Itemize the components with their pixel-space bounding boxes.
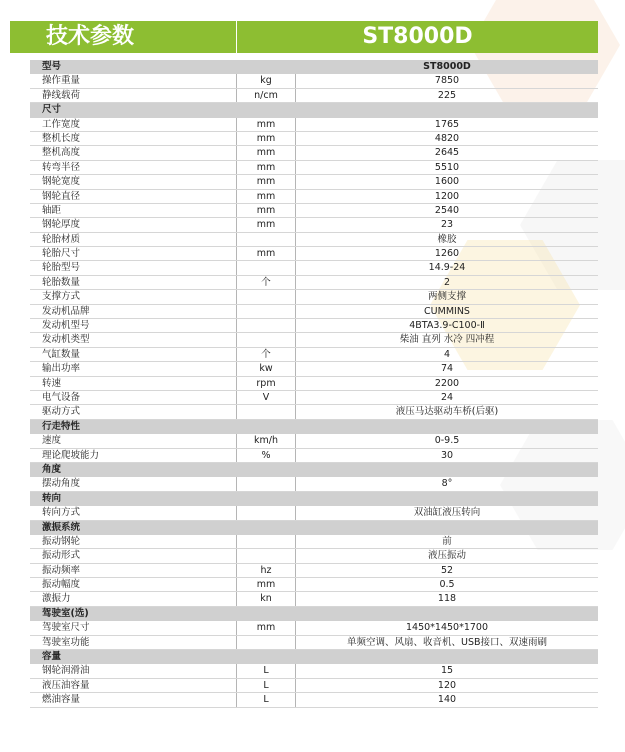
spec-row xyxy=(30,233,598,247)
section-title: 角度 xyxy=(42,463,62,475)
spec-name: 轮胎尺寸 xyxy=(42,248,81,260)
spec-row xyxy=(30,290,598,304)
spec-header-bar xyxy=(10,21,598,53)
spec-name: 钢轮厚度 xyxy=(42,219,81,231)
spec-value: 23 xyxy=(440,219,454,231)
spec-unit xyxy=(236,549,296,562)
spec-row xyxy=(30,319,598,333)
spec-row xyxy=(30,261,598,275)
spec-value: 1260 xyxy=(434,248,460,260)
spec-value: 30 xyxy=(440,449,454,461)
spec-unit xyxy=(236,535,296,548)
spec-name: 转向方式 xyxy=(42,507,81,519)
spec-value: 4BTA3.9-C100-Ⅱ xyxy=(409,320,485,332)
spec-value: 74 xyxy=(440,363,454,375)
spec-row xyxy=(30,477,598,491)
spec-unit: V xyxy=(236,391,296,404)
spec-value: 2200 xyxy=(434,377,460,389)
spec-unit: mm xyxy=(236,161,296,174)
spec-name: 转弯半径 xyxy=(42,161,81,173)
spec-name: 轮胎材质 xyxy=(42,233,81,245)
spec-name: 整机长度 xyxy=(42,132,81,144)
spec-row xyxy=(30,348,598,362)
spec-name: 速度 xyxy=(42,435,62,447)
section-row xyxy=(30,103,598,117)
spec-row xyxy=(30,391,598,405)
spec-row xyxy=(30,204,598,218)
spec-unit xyxy=(236,333,296,346)
spec-name: 振动幅度 xyxy=(42,579,81,591)
spec-value: 1765 xyxy=(434,118,460,130)
spec-row xyxy=(30,549,598,563)
section-row xyxy=(30,463,598,477)
spec-row xyxy=(30,693,598,707)
section-title: 尺寸 xyxy=(42,104,62,116)
section-value xyxy=(296,521,598,535)
spec-unit xyxy=(236,233,296,246)
spec-row xyxy=(30,405,598,419)
spec-unit: L xyxy=(236,693,296,706)
spec-name: 钢轮润滑油 xyxy=(42,665,90,677)
spec-unit xyxy=(236,477,296,490)
spec-unit xyxy=(236,405,296,418)
section-title: 行走特性 xyxy=(42,420,81,432)
spec-name: 轮胎型号 xyxy=(42,262,81,274)
spec-value: 2645 xyxy=(434,147,460,159)
spec-unit: n/cm xyxy=(236,89,296,102)
spec-row xyxy=(30,564,598,578)
spec-value: 1450*1450*1700 xyxy=(405,622,489,634)
spec-row xyxy=(30,621,598,635)
section-row xyxy=(30,521,598,535)
spec-value: 1200 xyxy=(434,190,460,202)
section-value xyxy=(296,650,598,664)
spec-row xyxy=(30,89,598,103)
spec-row xyxy=(30,118,598,132)
spec-row xyxy=(30,247,598,261)
spec-row xyxy=(30,146,598,160)
section-value: ST8000D xyxy=(423,61,471,72)
spec-value: 单频空调、风扇、收音机、USB接口、双速雨刷 xyxy=(346,636,547,648)
spec-name: 理论爬坡能力 xyxy=(42,449,100,461)
section-unit xyxy=(236,420,296,434)
spec-value: 1600 xyxy=(434,176,460,188)
spec-unit: mm xyxy=(236,146,296,159)
spec-unit xyxy=(236,261,296,274)
spec-row xyxy=(30,578,598,592)
spec-name: 输出功率 xyxy=(42,363,81,375)
spec-unit xyxy=(236,305,296,318)
spec-name: 操作重量 xyxy=(42,75,81,87)
spec-name: 驾驶室尺寸 xyxy=(42,622,90,634)
section-row xyxy=(30,607,598,621)
spec-name: 驾驶室功能 xyxy=(42,636,90,648)
spec-row xyxy=(30,362,598,376)
spec-unit: L xyxy=(236,679,296,692)
section-value xyxy=(296,607,598,621)
spec-row xyxy=(30,333,598,347)
spec-row xyxy=(30,132,598,146)
spec-unit: mm xyxy=(236,132,296,145)
section-title: 容量 xyxy=(42,651,62,663)
section-title: 转向 xyxy=(42,492,62,504)
spec-value: 0-9.5 xyxy=(434,435,460,447)
spec-value: 4 xyxy=(443,348,451,360)
spec-value: 14.9-24 xyxy=(428,262,466,274)
spec-name: 摆动角度 xyxy=(42,478,81,490)
header-model: ST8000D xyxy=(362,24,473,49)
section-unit xyxy=(236,103,296,117)
spec-name: 转速 xyxy=(42,377,62,389)
section-row xyxy=(30,492,598,506)
spec-row xyxy=(30,190,598,204)
section-row xyxy=(30,650,598,664)
spec-row xyxy=(30,305,598,319)
spec-name: 发动机类型 xyxy=(42,334,90,346)
spec-unit: km/h xyxy=(236,434,296,447)
spec-row xyxy=(30,175,598,189)
spec-value: 140 xyxy=(437,694,457,706)
spec-unit: mm xyxy=(236,175,296,188)
section-title: 型号 xyxy=(42,61,62,72)
section-unit xyxy=(236,650,296,664)
spec-unit xyxy=(236,290,296,303)
section-row xyxy=(30,60,598,74)
spec-value: 两侧支撑 xyxy=(427,291,466,303)
spec-name: 振动钢轮 xyxy=(42,535,81,547)
section-unit xyxy=(236,607,296,621)
spec-name: 液压油容量 xyxy=(42,679,90,691)
spec-name: 振动形式 xyxy=(42,550,81,562)
spec-table xyxy=(30,60,598,708)
spec-unit: kw xyxy=(236,362,296,375)
spec-name: 整机高度 xyxy=(42,147,81,159)
spec-name: 振动频率 xyxy=(42,564,81,576)
spec-value: 0.5 xyxy=(439,579,455,591)
spec-row xyxy=(30,74,598,88)
spec-value: 液压马达驱动车桥(后驱) xyxy=(395,406,499,418)
section-unit xyxy=(236,521,296,535)
spec-name: 驱动方式 xyxy=(42,406,81,418)
section-unit xyxy=(236,60,296,74)
spec-unit: mm xyxy=(236,621,296,634)
section-row xyxy=(30,420,598,434)
spec-value: 前 xyxy=(442,535,452,547)
spec-name: 发动机品牌 xyxy=(42,305,90,317)
spec-unit: mm xyxy=(236,578,296,591)
spec-name: 轮胎数量 xyxy=(42,276,81,288)
spec-value: 橡胶 xyxy=(437,233,457,245)
spec-unit xyxy=(236,506,296,519)
spec-unit xyxy=(236,636,296,649)
spec-value: 15 xyxy=(440,665,454,677)
spec-unit: mm xyxy=(236,247,296,260)
section-value xyxy=(296,420,598,434)
section-value xyxy=(296,463,598,477)
spec-value: 225 xyxy=(437,89,457,101)
spec-row xyxy=(30,506,598,520)
spec-name: 燃油容量 xyxy=(42,694,81,706)
spec-value: 4820 xyxy=(434,132,460,144)
spec-value: 120 xyxy=(437,679,457,691)
section-title: 激振系统 xyxy=(42,521,81,533)
spec-name: 激振力 xyxy=(42,593,71,605)
spec-value: 液压振动 xyxy=(427,550,466,562)
spec-row xyxy=(30,664,598,678)
spec-row xyxy=(30,449,598,463)
spec-unit: 个 xyxy=(236,276,296,289)
spec-row xyxy=(30,218,598,232)
spec-value: 柴油 直列 水冷 四冲程 xyxy=(399,334,495,346)
spec-row xyxy=(30,161,598,175)
spec-value: 7850 xyxy=(434,75,460,87)
header-title: 技术参数 xyxy=(46,24,135,49)
spec-name: 钢轮宽度 xyxy=(42,176,81,188)
section-unit xyxy=(236,492,296,506)
spec-unit: mm xyxy=(236,190,296,203)
spec-unit: kn xyxy=(236,592,296,605)
spec-row xyxy=(30,377,598,391)
spec-name: 电气设备 xyxy=(42,391,81,403)
spec-unit: % xyxy=(236,449,296,462)
spec-name: 钢轮直径 xyxy=(42,190,81,202)
spec-unit: L xyxy=(236,664,296,677)
spec-value: 5510 xyxy=(434,161,460,173)
section-title: 驾驶室(选) xyxy=(42,607,89,619)
spec-unit: 个 xyxy=(236,348,296,361)
spec-unit: hz xyxy=(236,564,296,577)
spec-unit: mm xyxy=(236,218,296,231)
spec-value: 2540 xyxy=(434,204,460,216)
spec-value: 52 xyxy=(440,564,454,576)
spec-row xyxy=(30,592,598,606)
spec-unit: rpm xyxy=(236,377,296,390)
spec-unit: mm xyxy=(236,118,296,131)
spec-name: 发动机型号 xyxy=(42,320,90,332)
spec-unit: kg xyxy=(236,74,296,87)
spec-value: 24 xyxy=(440,391,454,403)
spec-value: CUMMINS xyxy=(424,305,470,317)
spec-name: 气缸数量 xyxy=(42,348,81,360)
spec-unit xyxy=(236,319,296,332)
spec-row xyxy=(30,434,598,448)
spec-row xyxy=(30,276,598,290)
spec-row xyxy=(30,535,598,549)
spec-value: 双油缸液压转向 xyxy=(413,507,481,519)
section-unit xyxy=(236,463,296,477)
spec-unit: mm xyxy=(236,204,296,217)
spec-row xyxy=(30,679,598,693)
spec-name: 工作宽度 xyxy=(42,118,81,130)
section-value xyxy=(296,103,598,117)
spec-row xyxy=(30,636,598,650)
spec-name: 静线载荷 xyxy=(42,89,81,101)
section-value xyxy=(296,492,598,506)
spec-value: 118 xyxy=(437,593,457,605)
spec-value: 8° xyxy=(441,478,453,490)
spec-name: 支撑方式 xyxy=(42,291,81,303)
spec-name: 轴距 xyxy=(42,204,62,216)
spec-value: 2 xyxy=(443,276,451,288)
